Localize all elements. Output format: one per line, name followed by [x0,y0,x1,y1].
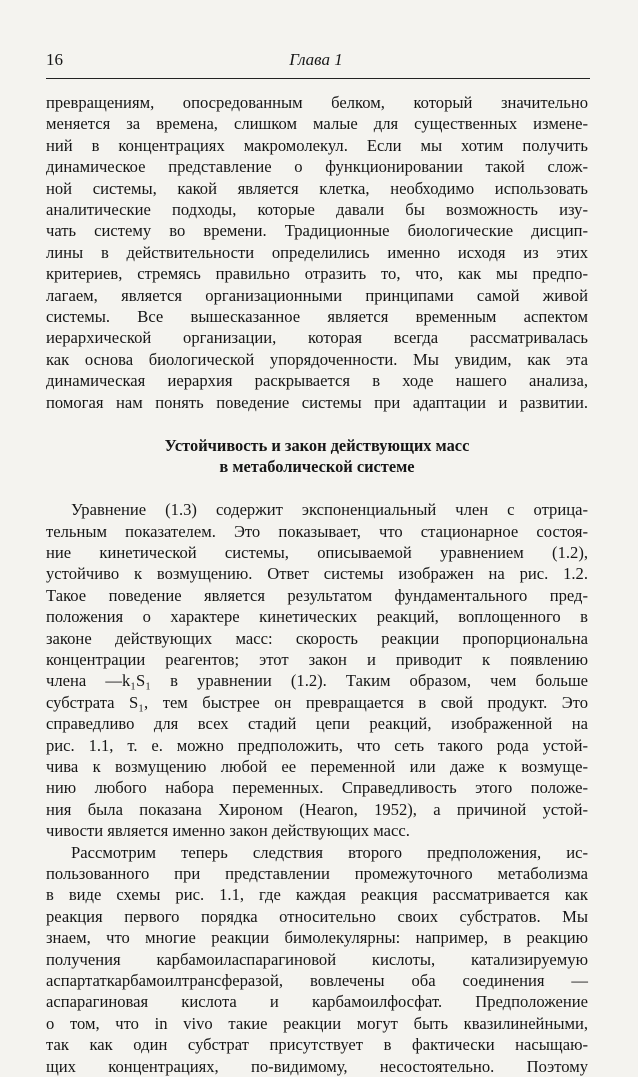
text-line: концентрации реагентов; этот закон и приводит к появлению [46,649,588,669]
text-line: Рассмотрим теперь следствия второго предположения, ис- [71,842,588,862]
text-line: ние кинетической системы, описываемой уравнением (1.2), [46,542,588,562]
text-line: как основа биологической упорядоченности. Мы увидим, как эта [46,349,588,369]
text-line: нию любого набора переменных. Справедливость этого положе- [46,778,588,798]
text-line: знаем, что многие реакции бимолекулярны: например, в реакцию [46,928,588,948]
text-line: чива к возмущению любой ее переменной или даже к возмуще- [46,756,588,776]
text-line: помогая нам понять поведение системы при адаптации и развитии. [46,392,588,412]
text-line: превращениям, опосредованным белком, который значительно [46,93,588,112]
text-line: о том, что in vivo такие реакции могут быть квазилинейными, [46,1013,588,1033]
running-title: Глава 1 [289,50,343,69]
text-line: критериев, стремясь правильно отразить то, что, как мы предпо- [46,264,588,284]
text-line: динамическая иерархия раскрывается в ходе нашего анализа, [46,371,588,391]
text-line: лагаем, является организационными принципами самой живой [46,285,588,305]
text-line: реакция первого порядка относительно своих субстратов. Мы [46,906,588,926]
text-line: ний в концентрациях макромолекул. Если мы хотим получить [46,135,588,155]
text-line: аналитические подходы, которые давали бы возможность изу- [46,200,588,220]
page-header [46,50,586,76]
page-body [46,92,588,1077]
text-line: аспартаткарбамоилтрансферазой, вовлечены оба соединения — [46,971,588,991]
text-line: щих концентрациях, по-видимому, несостоятельно. Поэтому [46,1056,588,1076]
text-line: меняется за времена, слишком малые для существенных измене- [46,114,588,134]
text-line: лины в действительности определились именно исходя из этих [46,242,588,262]
text-line: положения о характере кинетических реакций, воплощенного в [46,607,588,627]
paragraph-3 [46,842,588,1077]
text-line: получения карбамоиласпарагиновой кислоты, катализируемую [46,949,588,969]
text-line: Такое поведение является результатом фундаментального пред- [46,585,588,605]
section-heading [46,435,588,477]
text-line: тельным показателем. Это показывает, что стационарное состоя- [46,521,588,541]
text-line: Уравнение (1.3) содержит экспоненциальный член с отрица- [71,500,588,520]
paragraph-2 [46,499,588,842]
section-heading-line: Устойчивость и закон действующих масс [164,436,470,456]
text-line: ния была показана Хироном (Hearon, 1952), а причиной устой- [46,799,588,819]
text-line: системы. Все вышесказанное является временным аспектом [46,307,588,327]
text-line: чивости является именно закон действующих масс. [46,821,410,841]
paragraph-1 [46,92,588,413]
text-line: законе действующих масс: скорость реакции пропорциональна [46,628,588,648]
section-heading-line: в метаболической системе [219,457,415,477]
text-line: иерархической организации, которая всегда рассматривалась [46,328,588,348]
text-line: справедливо для всех стадий цепи реакций, изображенной на [46,714,588,734]
text-line: чать систему во времени. Традиционные биологические дисцип- [46,221,588,241]
text-line: аспарагиновая кислота и карбамоилфосфат. Предположение [46,992,588,1012]
text-line: субстрата S₁, тем быстрее он превращается в свой продукт. Это [46,692,588,712]
text-line: пользованного при представлении промежуточного метаболизма [46,864,588,883]
text-line: ной системы, какой является клетка, необходимо использовать [46,178,588,198]
text-line: члена —k₁S₁ в уравнении (1.2). Таким образом, чем больше [46,671,588,691]
text-line: так как один субстрат присутствует в фактически насыщаю- [46,1035,588,1055]
text-line: в виде схемы рис. 1.1, где каждая реакция рассматривается как [46,885,588,905]
text-line: динамическое представление о функционировании такой слож- [46,157,588,177]
page-number: 16 [46,50,63,69]
text-line: рис. 1.1, т. е. можно предположить, что сеть такого рода устой- [46,735,588,755]
text-line: устойчиво к возмущению. Ответ системы изображен на рис. 1.2. [46,564,588,584]
header-rule [46,78,590,79]
